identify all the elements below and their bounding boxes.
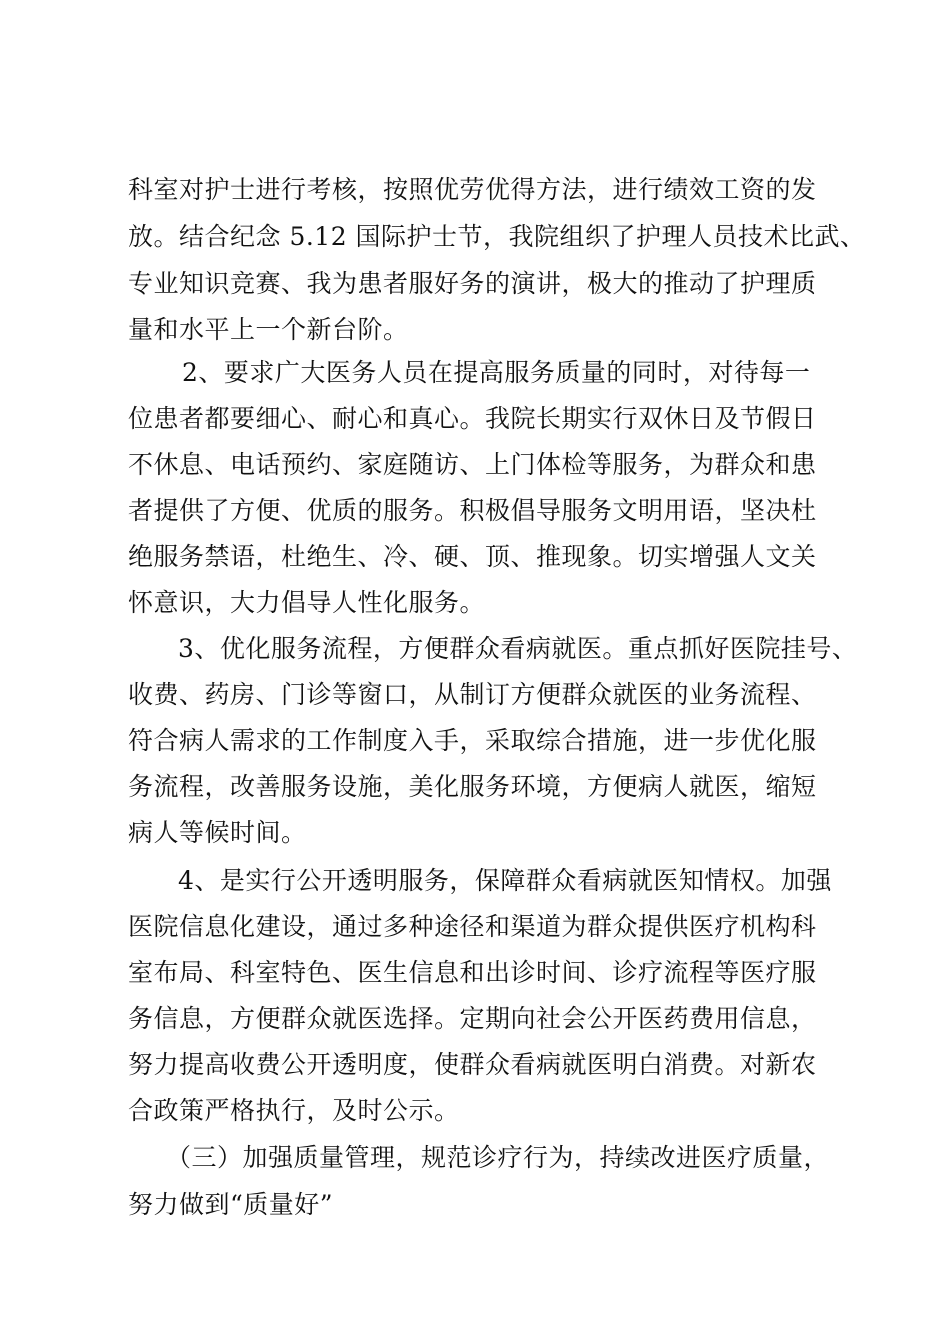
section-heading-line: （三）加强质量管理，规范诊疗行为，持续改进医疗质量， [166, 1143, 830, 1172]
text-line: 科室对护士进行考核，按照优劳优得方法，进行绩效工资的发 [128, 175, 817, 204]
text-line: 绝服务禁语，杜绝生、冷、硬、顶、推现象。切实增强人文关 [128, 542, 817, 571]
text-line: 2、要求广大医务人员在提高服务质量的同时，对待每一 [182, 358, 811, 387]
text-line: 者提供了方便、优质的服务。积极倡导服务文明用语，坚决杜 [128, 496, 817, 525]
section-heading-line: 努力做到“质量好” [128, 1190, 334, 1219]
text-line: 放。结合纪念 5.12 国际护士节，我院组织了护理人员技术比武、 [128, 222, 866, 251]
text-line: 不休息、电话预约、家庭随访、上门体检等服务，为群众和患 [128, 450, 817, 479]
text-line: 位患者都要细心、耐心和真心。我院长期实行双休日及节假日 [128, 404, 817, 433]
text-line: 收费、药房、门诊等窗口，从制订方便群众就医的业务流程、 [128, 680, 817, 709]
text-line: 合政策严格执行，及时公示。 [128, 1096, 460, 1125]
text-line: 医院信息化建设，通过多种途径和渠道为群众提供医疗机构科 [128, 912, 817, 941]
text-line: 务流程，改善服务设施，美化服务环境，方便病人就医，缩短 [128, 772, 817, 801]
text-line: 符合病人需求的工作制度入手，采取综合措施，进一步优化服 [128, 726, 817, 755]
text-line: 怀意识，大力倡导人性化服务。 [128, 588, 486, 617]
text-line: 努力提高收费公开透明度，使群众看病就医明白消费。对新农 [128, 1050, 817, 1079]
text-line: 3、优化服务流程，方便群众看病就医。重点抓好医院挂号、 [178, 634, 858, 663]
text-line: 专业知识竞赛、我为患者服好务的演讲，极大的推动了护理质 [128, 269, 817, 298]
text-line: 病人等候时间。 [128, 818, 307, 847]
text-line: 室布局、科室特色、医生信息和出诊时间、诊疗流程等医疗服 [128, 958, 817, 987]
text-line: 4、是实行公开透明服务，保障群众看病就医知情权。加强 [178, 866, 832, 895]
text-line: 务信息，方便群众就医选择。定期向社会公开医药费用信息， [128, 1004, 817, 1033]
text-line: 量和水平上一个新台阶。 [128, 315, 409, 344]
